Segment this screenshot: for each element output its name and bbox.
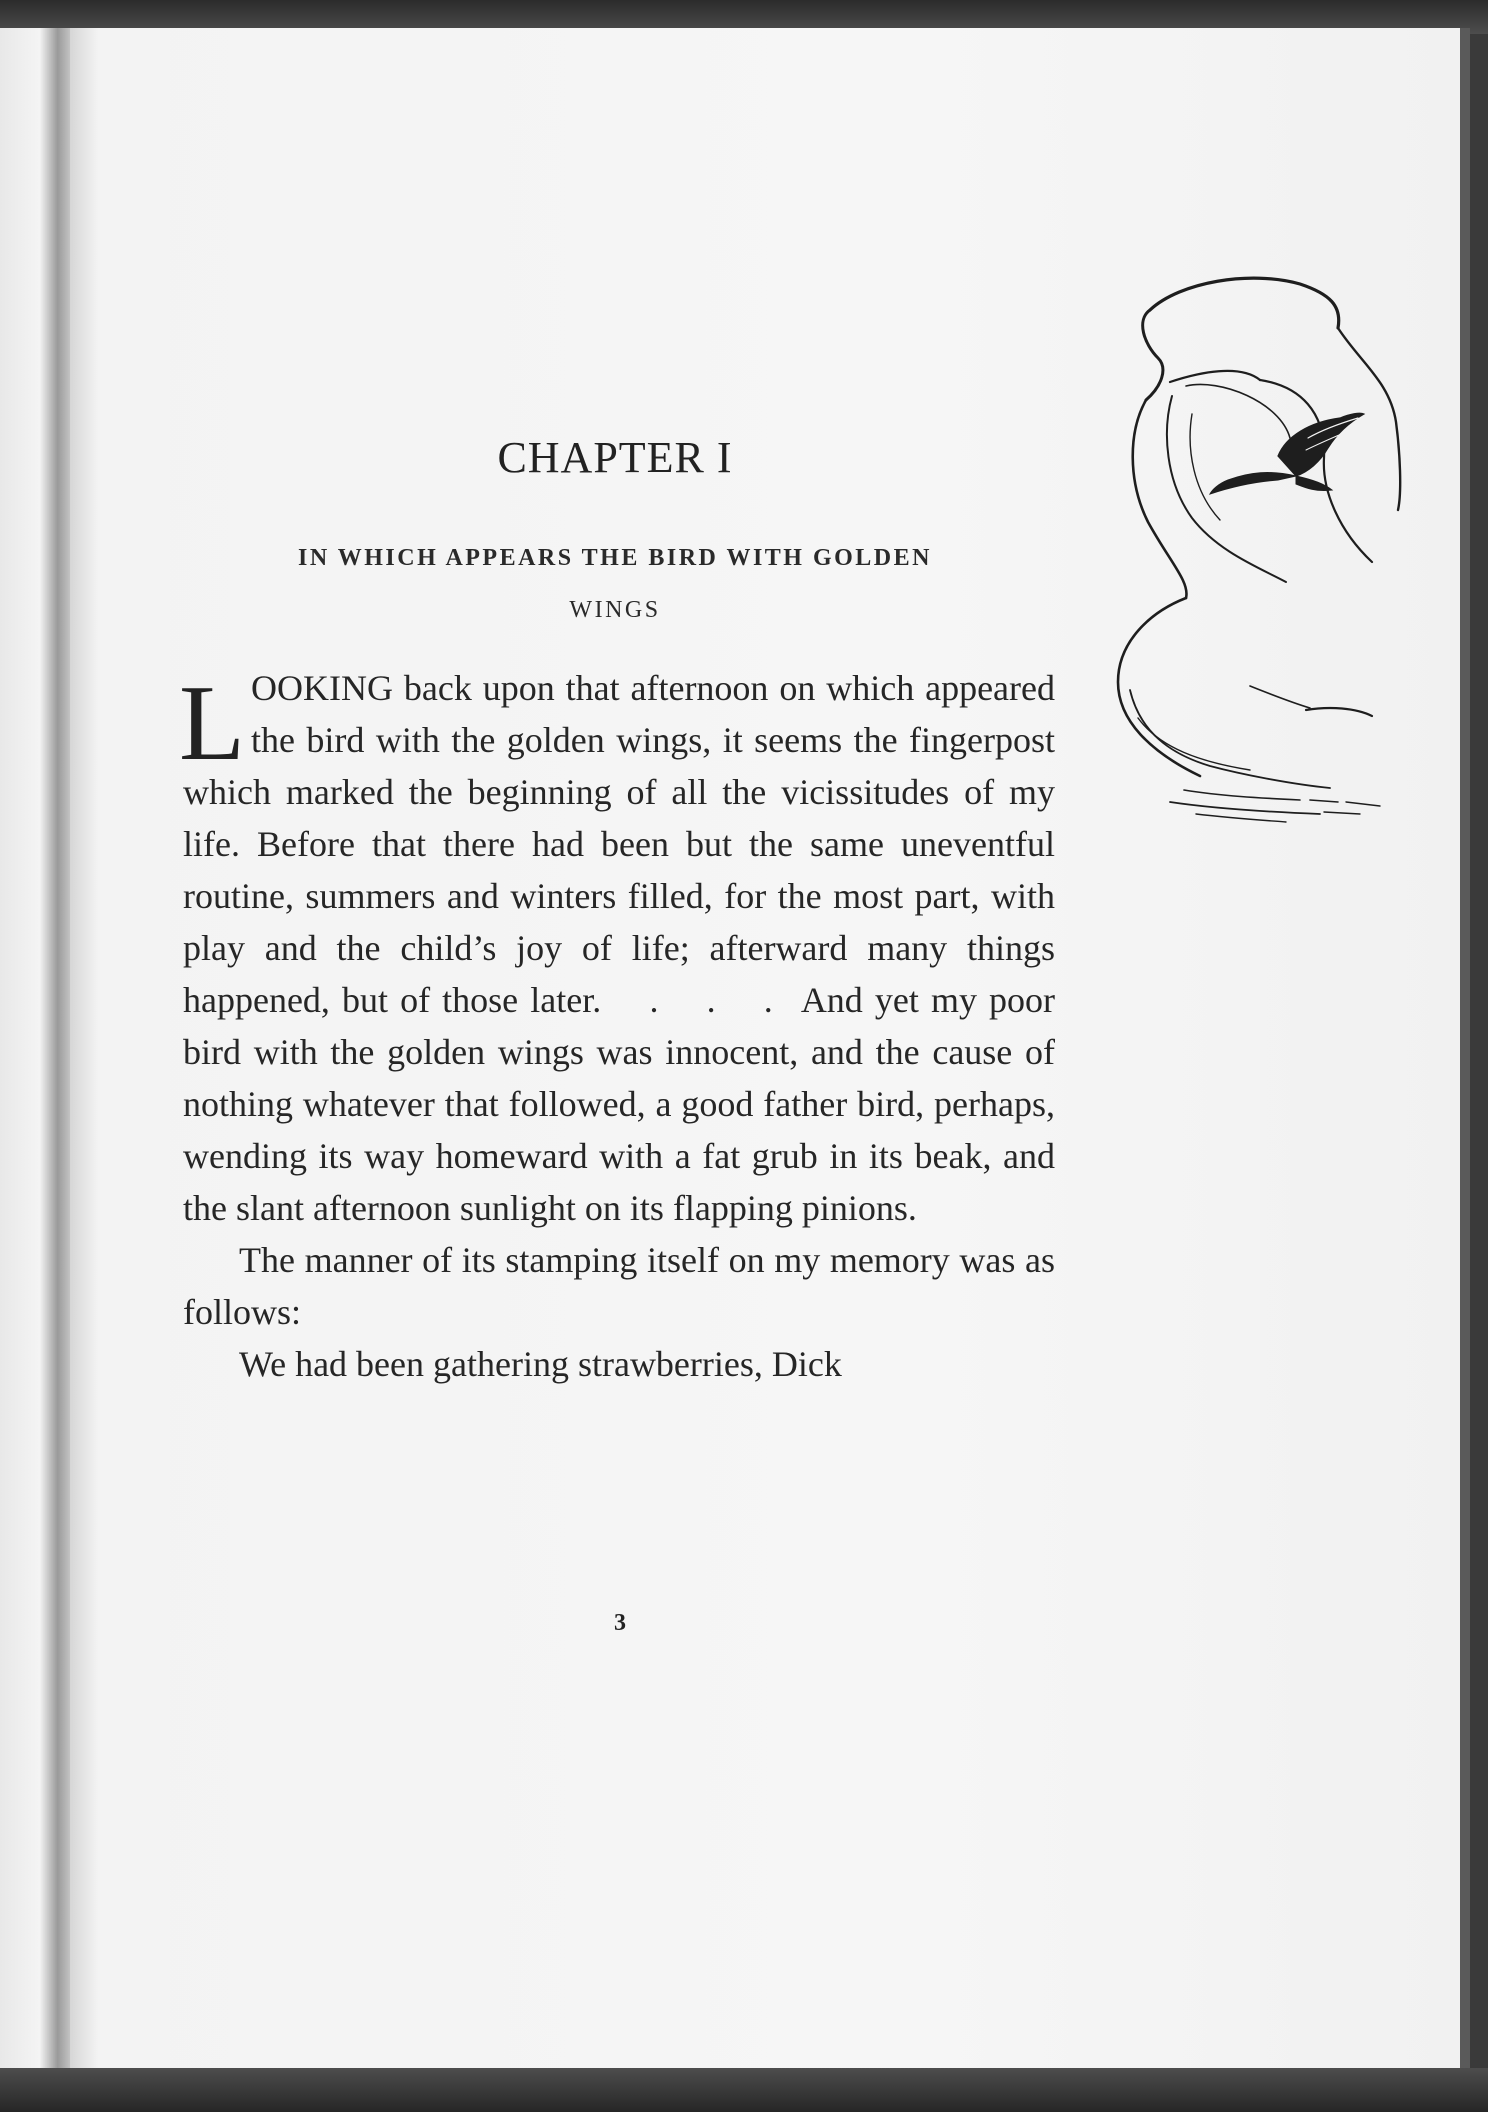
bird-in-flight-sketch-icon <box>1110 262 1410 832</box>
paragraph-third: We had been gathering strawberries, Dick <box>239 1344 842 1384</box>
chapter-title: CHAPTER I <box>497 433 733 482</box>
drop-cap-initial: L <box>179 664 245 783</box>
chapter-subtitle-line-1: IN WHICH APPEARS THE BIRD WITH GOLDEN <box>298 545 932 571</box>
chapter-subtitle-line-2: WINGS <box>569 597 661 623</box>
paragraph-opening-text: OOKING back upon that afternoon on which appeared the bird with the golden wings, it seems the fingerpost which marked the beginning of all the vicissitudes of my life. Before that there had been but the same uneventful routine, summers and winters filled, for the most part, with play and the child’s joy of life; afterward many things happened, but of those later. <box>183 668 1055 1020</box>
paragraph-second: The manner of its stamping itself on my memory was as follows: <box>183 1240 1055 1332</box>
book-spine-edge <box>0 28 72 2078</box>
scan-bottom-edge <box>0 2068 1488 2112</box>
page-number: 3 <box>614 1610 626 1636</box>
chapter-subtitle <box>180 532 1050 636</box>
chapter-body-text <box>179 662 1056 1390</box>
ellipsis: . . . <box>649 980 791 1020</box>
paragraph-opening <box>179 662 1056 1234</box>
paragraph-opening-continuation: And yet my poor bird with the golden wings was innocent, and the cause of nothing whatever that followed, a good father bird, perhaps, wending its way homeward with a fat grub in its beak, and the slant afternoon sunlight on its flapping pinions. <box>183 980 1056 1228</box>
